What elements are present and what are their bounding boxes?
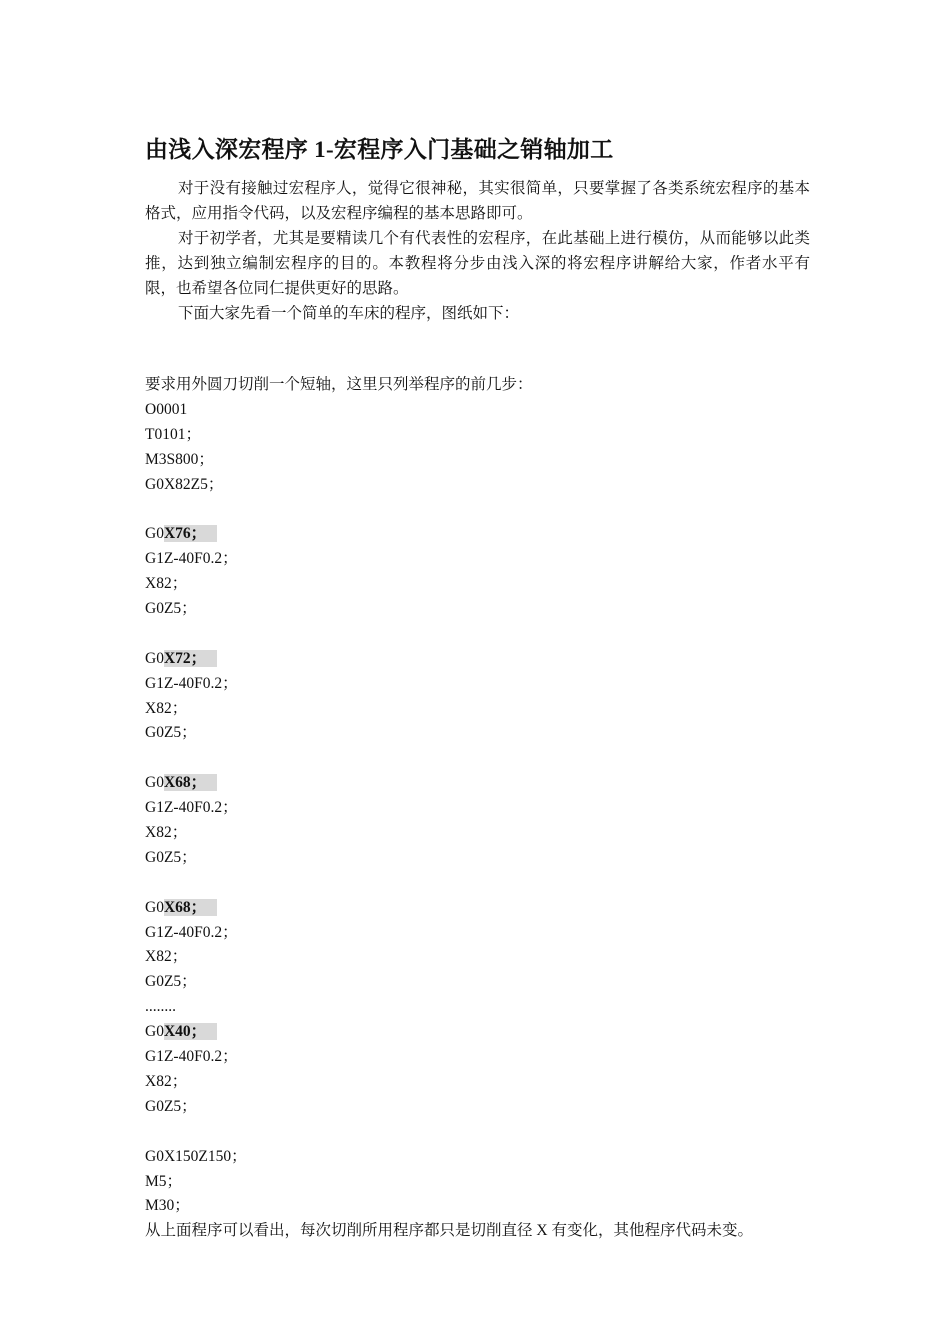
code-line: G0X82Z5； [145,475,224,493]
intro-section [145,176,810,326]
code-line: X82； [145,948,188,966]
closing-paragraph: 从上面程序可以看出，每次切削所用程序都只是切削直径 X 有变化，其他程序代码未变。 [145,1222,753,1240]
code-prefix: G0 [145,898,164,916]
code-line: X82； [145,824,188,842]
blank-line [145,622,825,647]
rapid-move-line [145,771,825,796]
code-line: X82； [145,699,188,717]
rapid-move-line [145,647,825,672]
ellipsis-line: ........ [145,998,176,1016]
code-line: G0Z5； [145,724,197,742]
code-line: M30； [145,1197,190,1215]
code-prefix: G0 [145,774,164,792]
x-diameter-highlight: X76； [164,525,217,542]
code-line: G0Z5； [145,1097,197,1115]
code-line: X82； [145,575,188,593]
code-line: G0Z5； [145,848,197,866]
rapid-move-line [145,522,825,547]
intro-paragraph: 对于初学者，尤其是要精读几个有代表性的宏程序，在此基础上进行模仿，从而能够以此类推，达到独立编制宏程序的目的。本教程将分步由浅入深的将宏程序讲解给大家，作者水平有限，也希望各位同仁提供更好的思路。 [145,230,810,297]
code-line: G1Z-40F0.2； [145,674,238,692]
code-line: M3S800； [145,450,214,468]
x-diameter-highlight: X40； [164,1023,217,1040]
blank-line [145,497,825,522]
code-prefix: G0 [145,525,164,543]
code-line: G0X150Z150； [145,1147,247,1165]
code-line: T0101； [145,425,201,443]
code-line: G0Z5； [145,600,197,618]
code-line: G1Z-40F0.2； [145,1048,238,1066]
x-diameter-highlight: X72； [164,650,217,667]
code-line: O0001 [145,400,188,418]
blank-line [145,746,825,771]
code-line: G0Z5； [145,973,197,991]
x-diameter-highlight: X68； [164,899,217,916]
intro-paragraph: 下面大家先看一个简单的车床的程序，图纸如下： [178,305,520,322]
requirement-text: 要求用外圆刀切削一个短轴，这里只列举程序的前几步： [145,376,533,393]
x-diameter-highlight: X68； [164,774,217,791]
program-listing [145,373,825,1244]
code-line: G1Z-40F0.2； [145,550,238,568]
code-prefix: G0 [145,649,164,667]
intro-paragraph: 对于没有接触过宏程序人，觉得它很神秘，其实很简单，只要掌握了各类系统宏程序的基本格式，应用指令代码，以及宏程序编程的基本思路即可。 [145,180,810,222]
blank-line [145,871,825,896]
rapid-move-line [145,896,825,921]
code-line: G1Z-40F0.2； [145,799,238,817]
blank-line [145,1120,825,1145]
document-title: 由浅入深宏程序 1-宏程序入门基础之销轴加工 [145,137,614,162]
rapid-move-line [145,1020,825,1045]
code-line: G1Z-40F0.2； [145,923,238,941]
code-line: X82； [145,1072,188,1090]
code-prefix: G0 [145,1023,164,1041]
code-line: M5； [145,1172,183,1190]
